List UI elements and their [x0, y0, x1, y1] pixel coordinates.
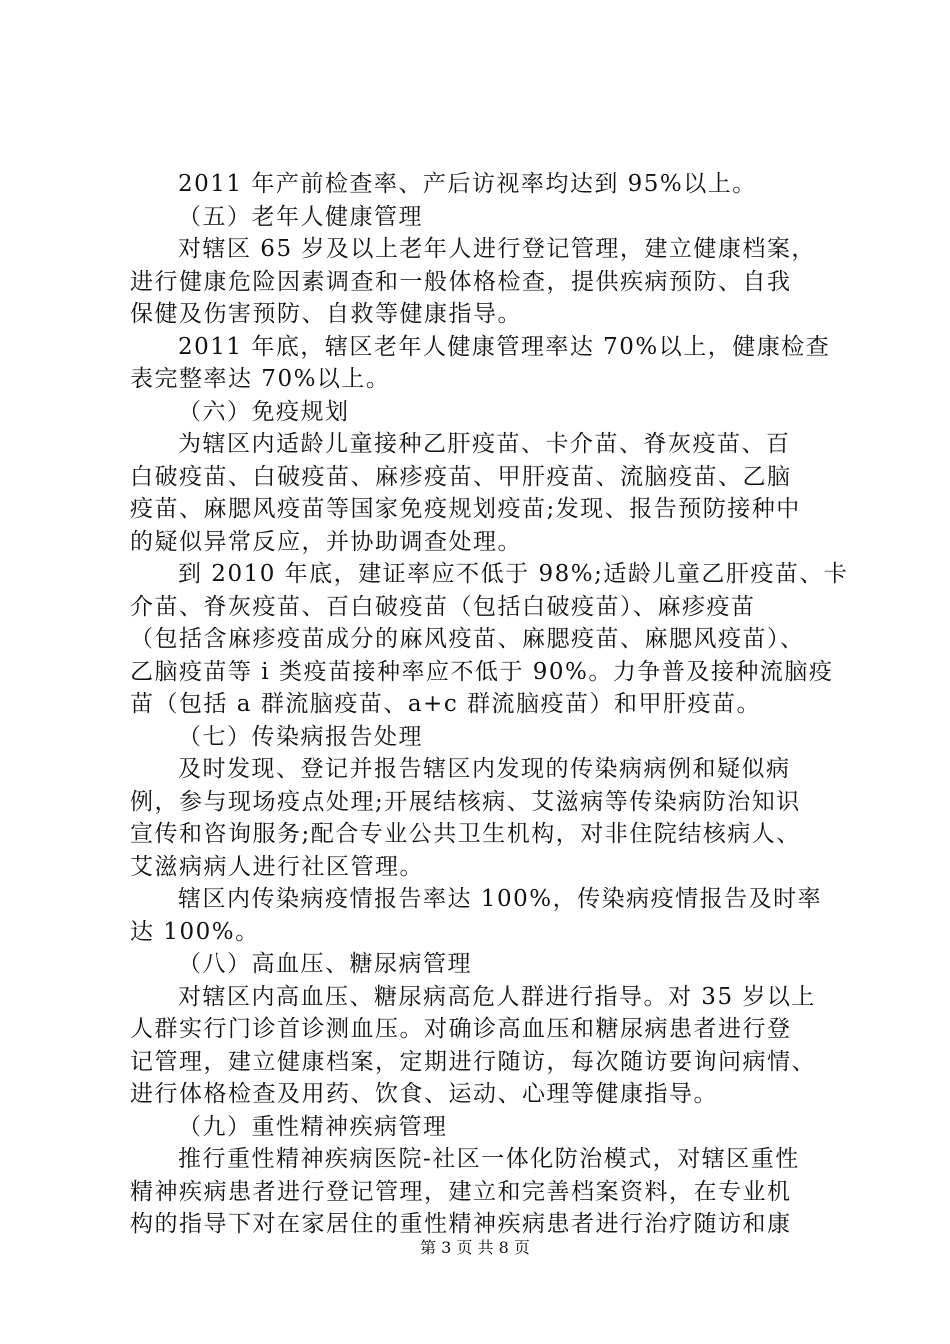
- text-line: （包括含麻疹疫苗成分的麻风疫苗、麻腮疫苗、麻腮风疫苗）、: [130, 626, 805, 652]
- text-line: 苗（包括 a 群流脑疫苗、a+c 群流脑疫苗）和甲肝疫苗。: [130, 691, 762, 717]
- text-line: 对辖区内高血压、糖尿病高危人群进行指导。对 35 岁以上: [178, 983, 816, 1010]
- text-line: （七）传染病报告处理: [178, 723, 423, 750]
- text-line: （九）重性精神疾病管理: [178, 1113, 448, 1140]
- text-line: 精神疾病患者进行登记管理，建立和完善档案资料，在专业机: [130, 1178, 792, 1205]
- text-line: 乙脑疫苗等 i 类疫苗接种率应不低于 90%。力争普及接种流脑疫: [130, 658, 834, 685]
- text-line: 及时发现、登记并报告辖区内发现的传染病病例和疑似病: [178, 756, 791, 782]
- text-line: 疫苗、麻腮风疫苗等国家免疫规划疫苗;发现、报告预防接种中: [130, 496, 801, 522]
- text-line: （八）高血压、糖尿病管理: [178, 951, 472, 977]
- text-line: 宣传和咨询服务;配合专业公共卫生机构，对非住院结核病人、: [130, 821, 801, 847]
- text-line: 2011 年底，辖区老年人健康管理率达 70%以上，健康检查: [178, 333, 831, 360]
- text-line: 记管理，建立健康档案，定期进行随访，每次随访要询问病情、: [130, 1048, 816, 1075]
- document-body: [130, 168, 849, 1241]
- text-line: 推行重性精神疾病医院-社区一体化防治模式，对辖区重性: [178, 1146, 800, 1172]
- text-line: 构的指导下对在家居住的重性精神疾病患者进行治疗随访和康: [130, 1211, 792, 1237]
- text-line: 2011 年产前检查率、产后访视率均达到 95%以上。: [178, 171, 757, 197]
- text-line: 介苗、脊灰疫苗、百白破疫苗（包括白破疫苗）、麻疹疫苗: [130, 593, 756, 620]
- page-footer: 第 3 页 共 8 页: [420, 1238, 530, 1257]
- text-line: （五）老年人健康管理: [178, 203, 423, 230]
- text-line: 为辖区内适龄儿童接种乙肝疫苗、卡介苗、脊灰疫苗、百: [178, 431, 791, 457]
- text-line: 表完整率达 70%以上。: [130, 366, 391, 392]
- text-line: 进行体格检查及用药、饮食、运动、心理等健康指导。: [130, 1081, 718, 1107]
- text-line: 人群实行门诊首诊测血压。对确诊高血压和糖尿病患者进行登: [130, 1016, 792, 1042]
- text-line: 辖区内传染病疫情报告率达 100%，传染病疫情报告及时率: [178, 886, 823, 912]
- text-line: 艾滋病病人进行社区管理。: [130, 853, 424, 880]
- text-line: 保健及伤害预防、自救等健康指导。: [130, 301, 522, 327]
- text-line: 白破疫苗、白破疫苗、麻疹疫苗、甲肝疫苗、流脑疫苗、乙脑: [130, 463, 792, 490]
- text-line: 例，参与现场疫点处理;开展结核病、艾滋病等传染病防治知识: [130, 788, 801, 815]
- text-line: （六）免疫规划: [178, 398, 350, 425]
- text-line: 到 2010 年底，建证率应不低于 98%;适龄儿童乙肝疫苗、卡: [178, 561, 849, 587]
- text-line: 进行健康危险因素调查和一般体格检查，提供疾病预防、自我: [130, 268, 792, 295]
- text-line: 达 100%。: [130, 918, 260, 945]
- text-line: 的疑似异常反应，并协助调查处理。: [130, 528, 522, 555]
- text-line: 对辖区 65 岁及以上老年人进行登记管理，建立健康档案，: [178, 236, 816, 262]
